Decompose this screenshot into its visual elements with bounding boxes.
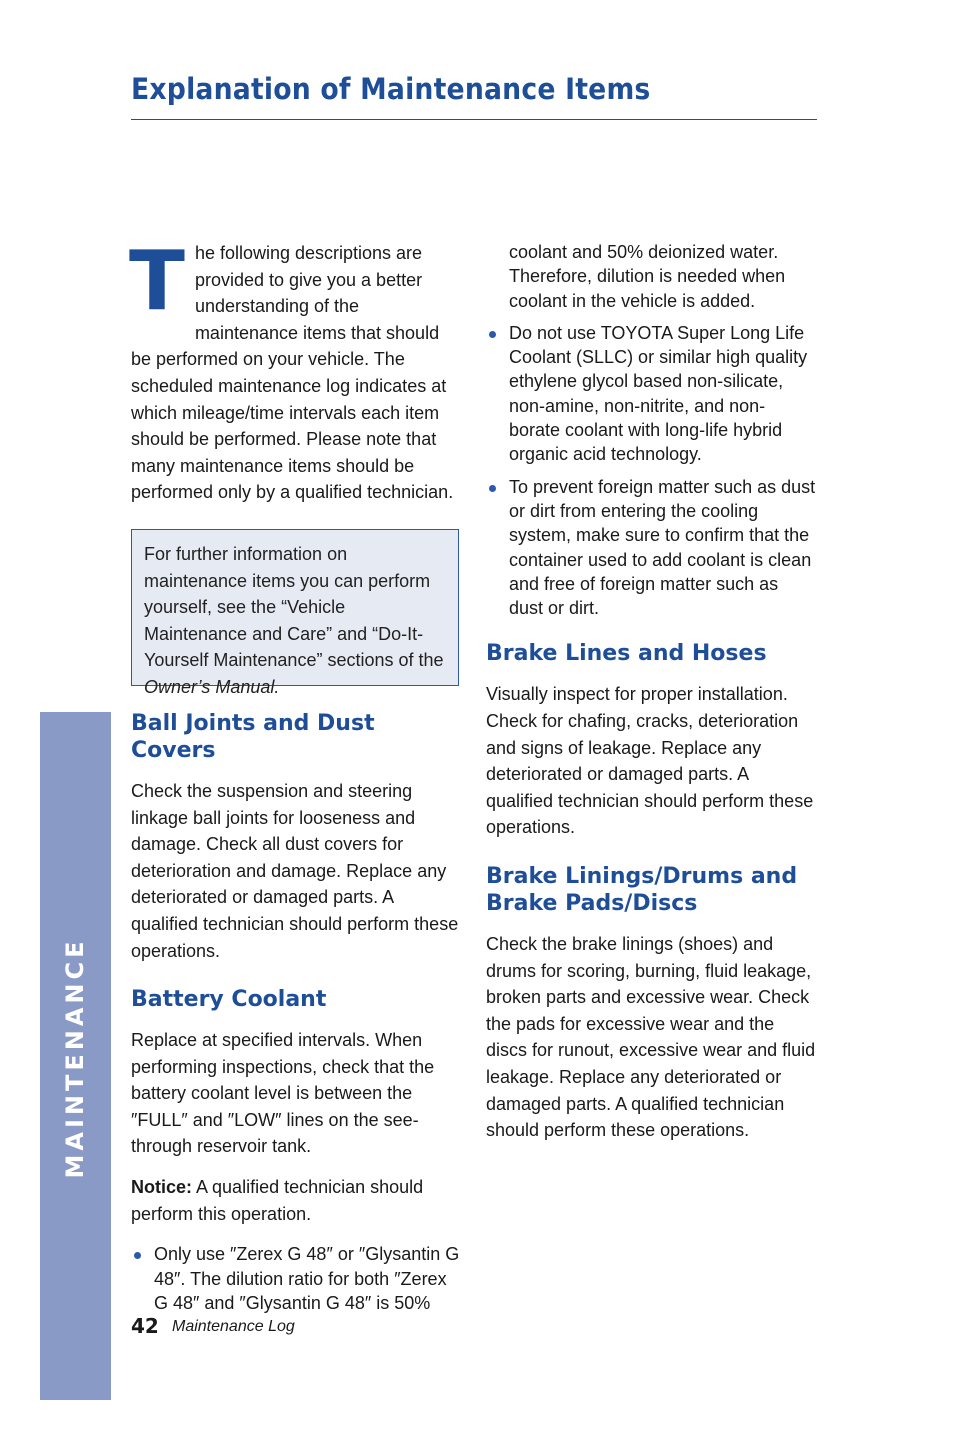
bullet-text: Only use ″Zerex G 48″ or ″Glysantin G 48″. The dilution ratio for both ″Zerex G 48″ and ″Glysantin G 48″ is 50% bbox=[154, 1244, 460, 1313]
title-rule bbox=[131, 119, 817, 120]
bullet-icon bbox=[134, 1252, 141, 1259]
page-title: Explanation of Maintenance Items bbox=[131, 72, 651, 106]
heading-brake-linings: Brake Linings/Drums and Brake Pads/Discs bbox=[486, 864, 798, 917]
footer-label: Maintenance Log bbox=[172, 1318, 295, 1335]
heading-brake-lines: Brake Lines and Hoses bbox=[486, 641, 767, 667]
bullet-continuation: coolant and 50% deionized water. Therefore, dilution is needed when coolant in the vehicle is added. bbox=[509, 242, 786, 311]
list-item bbox=[486, 321, 816, 467]
side-tab-label: MAINTENANCE bbox=[61, 937, 89, 1179]
list-item bbox=[486, 475, 816, 621]
drop-cap: T bbox=[129, 234, 185, 329]
coolant-bullets-right bbox=[486, 321, 816, 621]
intro-paragraph bbox=[129, 234, 461, 506]
notice-paragraph bbox=[131, 1174, 461, 1227]
battery-coolant-body: Replace at specified intervals. When performing inspections, check that the battery coolant level is between the ″FULL″ and ″LOW″ lines on the see-through reservoir tank. bbox=[131, 1030, 435, 1157]
bullet-text: To prevent foreign matter such as dust or dirt from entering the cooling system, make sure to confirm that the container used to add coolant is clean and free of foreign matter such as dust or dirt. bbox=[509, 476, 816, 619]
notice-text: A qualified technician should perform this operation. bbox=[131, 1177, 424, 1224]
brake-linings-body: Check the brake linings (shoes) and drums for scoring, burning, fluid leakage, broken parts and excessive wear. Check the pads for excessive wear and the discs for runout, excessive wear and fluid leakage. Replace any deteriorated or damaged parts. A qualified technician should perform these operations. bbox=[486, 934, 816, 1141]
heading-ball-joints: Ball Joints and Dust Covers bbox=[131, 710, 375, 763]
bullet-icon bbox=[489, 331, 496, 338]
left-column bbox=[129, 234, 461, 1323]
heading-battery-coolant: Battery Coolant bbox=[131, 987, 327, 1013]
bullet-icon bbox=[489, 485, 496, 492]
notice-label: Notice: bbox=[131, 1177, 193, 1198]
callout-text: For further information on maintenance items you can perform yourself, see the “Vehicle Maintenance and Care” and “Do-It-Yourself Maintenance” sections of the bbox=[144, 543, 444, 671]
page-number: 42 bbox=[131, 1314, 159, 1338]
right-column bbox=[486, 240, 816, 1144]
bullet-text: Do not use TOYOTA Super Long Life Coolant (SLLC) or similar high quality ethylene glycol based non-silicate, non-amine, non-nitrite, and non-borate coolant with long-life hybrid organic acid technology. bbox=[509, 322, 808, 465]
intro-text: he following descriptions are provided to give you a better understanding of the maintenance items that should be performed on your vehicle. The scheduled maintenance log indicates at which mileage/time intervals each item should be performed. Please note that many maintenance items should be performed only by a qualified technician. bbox=[131, 243, 454, 503]
callout-manual-title: Owner’s Manual. bbox=[144, 676, 280, 697]
ball-joints-body: Check the suspension and steering linkage ball joints for looseness and damage. Check all dust covers for deterioration and damage. Replace any deteriorated or damaged parts. A qualified technician should perform these operations. bbox=[131, 780, 459, 961]
brake-lines-body: Visually inspect for proper installation. Check for chafing, cracks, deterioration and signs of leakage. Replace any deteriorated or damaged parts. A qualified technician should perform these operations. bbox=[486, 684, 814, 838]
coolant-bullets-left bbox=[131, 1242, 461, 1315]
list-item bbox=[131, 1242, 461, 1315]
info-callout bbox=[131, 529, 459, 697]
